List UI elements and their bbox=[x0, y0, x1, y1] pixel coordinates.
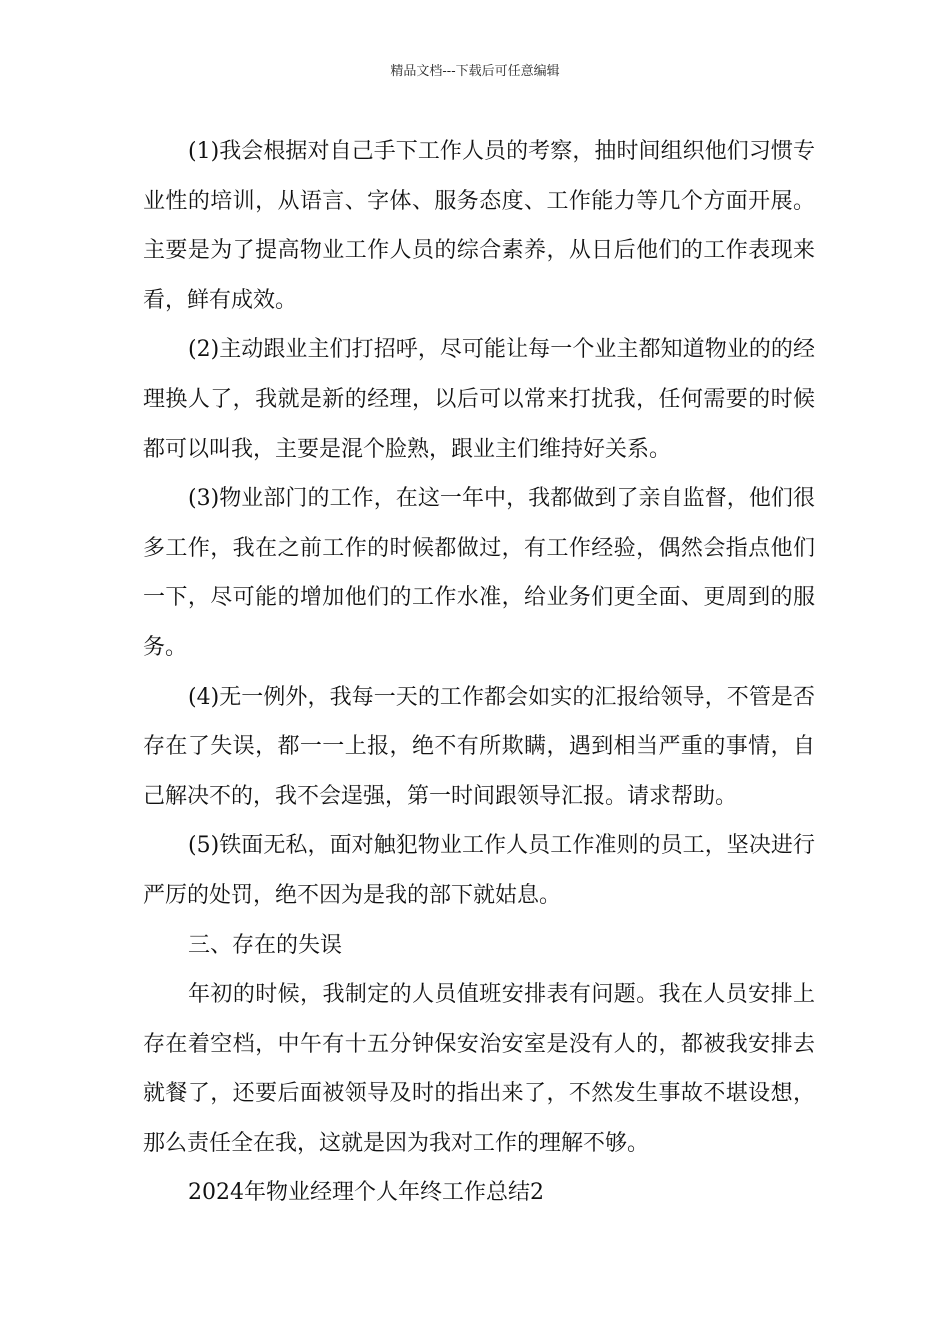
document-subtitle: 2024年物业经理个人年终工作总结2 bbox=[188, 1180, 544, 1206]
paragraph-item-5: (5)铁面无私，面对触犯物业工作人员工作准则的员工，坚决进行严厉的处罚，绝不因为是我的部下就姑息。 bbox=[143, 833, 815, 908]
page-header: 精品文档---下载后可任意编辑 bbox=[390, 64, 560, 79]
paragraph-item-2: (2)主动跟业主们打招呼，尽可能让每一个业主都知道物业的的经理换人了，我就是新的经理，以后可以常来打扰我，任何需要的时候都可以叫我，主要是混个脸熟，跟业主们维持好关系。 bbox=[143, 337, 815, 462]
paragraph-item-3: (3)物业部门的工作，在这一年中，我都做到了亲自监督，他们很多工作，我在之前工作的时候都做过，有工作经验，偶然会指点他们一下，尽可能的增加他们的工作水准，给业务们更全面、更周到的服务。 bbox=[143, 486, 815, 660]
section-heading: 三、存在的失误 bbox=[188, 932, 343, 958]
paragraph-errors: 年初的时候，我制定的人员值班安排表有问题。我在人员安排上存在着空档，中午有十五分钟保安治安室是没有人的，都被我安排去就餐了，还要后面被领导及时的指出来了，不然发生事故不堪设想，那么责任全在我，这就是因为我对工作的理解不够。 bbox=[143, 982, 815, 1156]
paragraph-item-4: (4)无一例外，我每一天的工作都会如实的汇报给领导，不管是否存在了失误，都一一上报，绝不有所欺瞒，遇到相当严重的事情，自己解决不的，我不会逞强，第一时间跟领导汇报。请求帮助。 bbox=[143, 684, 815, 809]
document-body bbox=[143, 127, 815, 1218]
paragraph-item-1: (1)我会根据对自己手下工作人员的考察，抽时间组织他们习惯专业性的培训，从语言、字体、服务态度、工作能力等几个方面开展。主要是为了提高物业工作人员的综合素养，从日后他们的工作表现来看，鲜有成效。 bbox=[143, 139, 815, 313]
